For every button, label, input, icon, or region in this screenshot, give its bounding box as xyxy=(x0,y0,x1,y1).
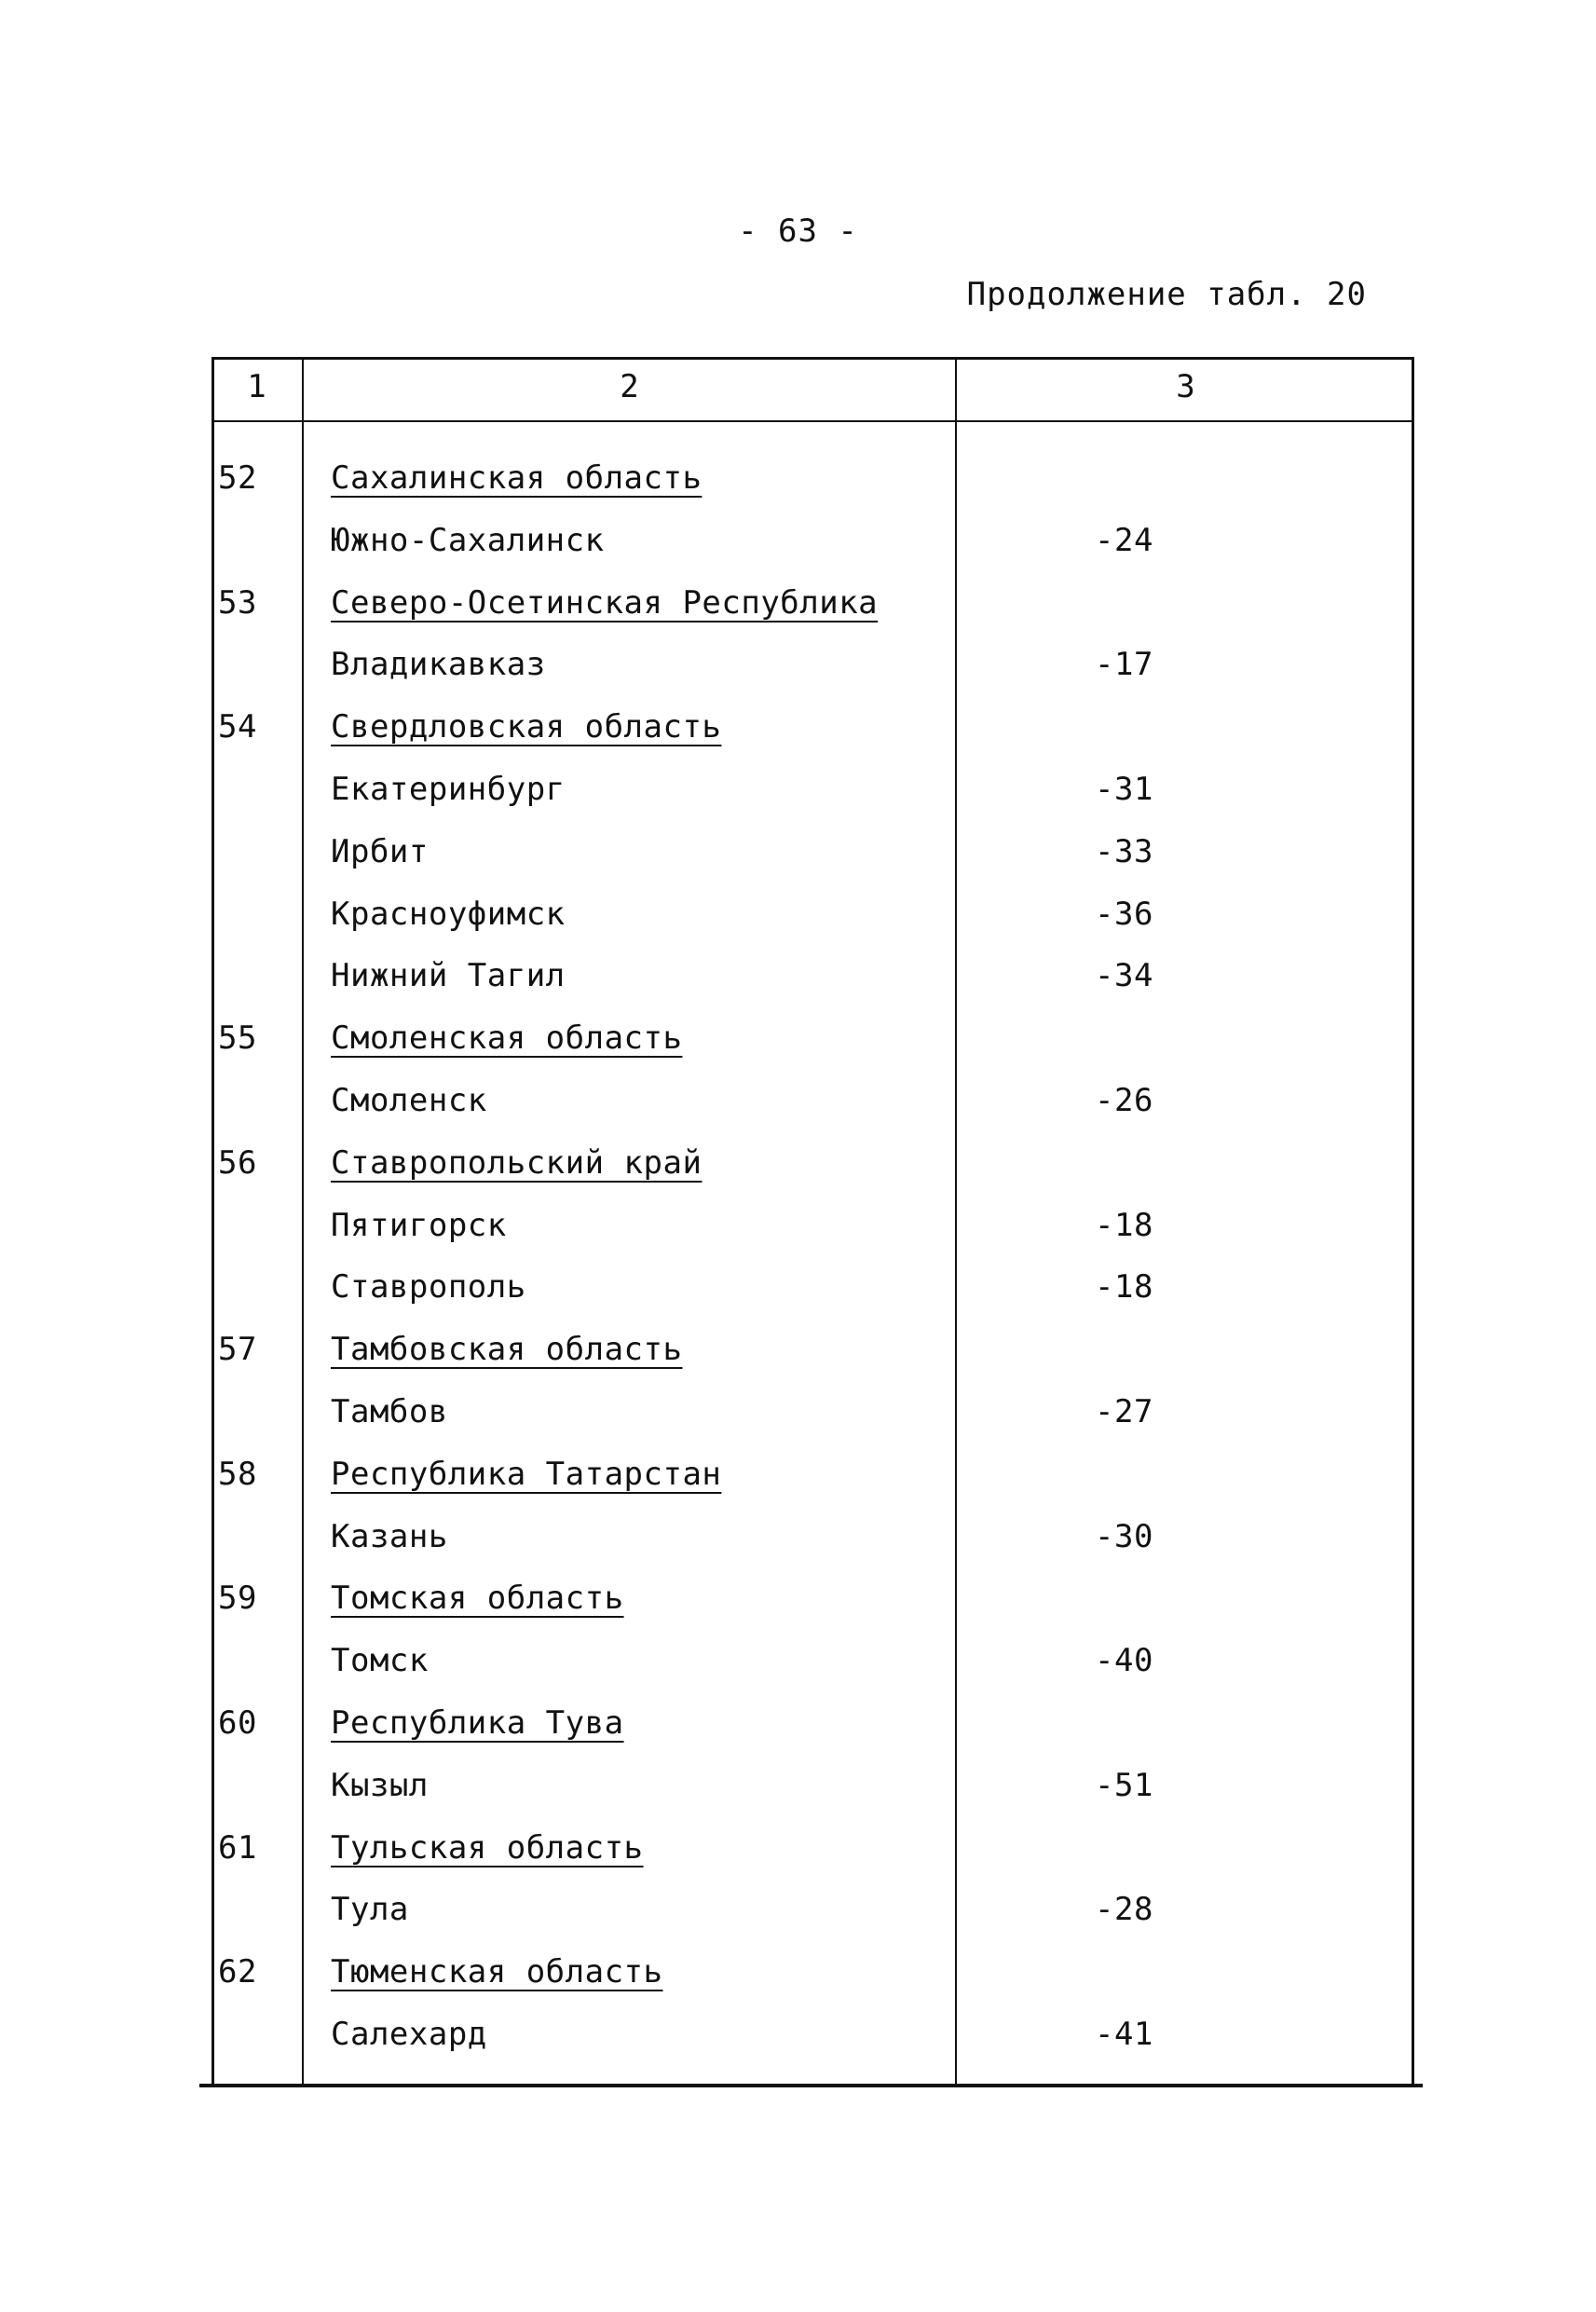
table-row xyxy=(0,1019,1596,1082)
region-name: Тульская область xyxy=(331,1828,644,1867)
table-row xyxy=(0,459,1596,522)
temperature-value: -31 xyxy=(1095,770,1153,808)
table-bottom-border xyxy=(199,2084,1423,2087)
row-number: 55 xyxy=(218,1019,257,1058)
region-name: Свердловская область xyxy=(331,708,722,746)
table-row xyxy=(0,522,1596,584)
table-row xyxy=(0,1829,1596,1892)
city-name: Красноуфимск xyxy=(331,895,566,933)
city-name: Тула xyxy=(331,1891,409,1929)
city-name: Южно-Сахалинск xyxy=(331,521,605,559)
temperature-value: -28 xyxy=(1095,1891,1153,1929)
table-row xyxy=(0,1268,1596,1331)
city-name: Ставрополь xyxy=(331,1268,526,1306)
table-row xyxy=(0,1580,1596,1642)
table-row xyxy=(0,1642,1596,1704)
table-row xyxy=(0,1891,1596,1953)
row-number: 56 xyxy=(218,1143,257,1182)
table-row xyxy=(0,1144,1596,1207)
table-row xyxy=(0,957,1596,1019)
table-row xyxy=(0,2016,1596,2078)
region-name: Ставропольский край xyxy=(331,1143,703,1182)
region-name: Сахалинская область xyxy=(331,459,703,497)
city-name: Екатеринбург xyxy=(331,770,566,808)
row-number: 60 xyxy=(218,1703,257,1742)
temperature-value: -34 xyxy=(1095,957,1153,995)
region-name: Тамбовская область xyxy=(331,1331,683,1369)
table-row xyxy=(0,646,1596,708)
region-name: Смоленская область xyxy=(331,1019,683,1058)
table-row xyxy=(0,833,1596,896)
city-name: Владикавказ xyxy=(331,646,546,684)
row-number: 61 xyxy=(218,1828,257,1867)
temperature-value: -18 xyxy=(1095,1206,1153,1244)
table-row xyxy=(0,771,1596,833)
city-name: Нижний Тагил xyxy=(331,957,566,995)
row-number: 52 xyxy=(218,459,257,497)
city-name: Смоленск xyxy=(331,1081,487,1119)
row-number: 58 xyxy=(218,1455,257,1493)
region-name: Республика Татарстан xyxy=(331,1455,722,1493)
city-name: Томск xyxy=(331,1642,429,1680)
temperature-value: -26 xyxy=(1095,1081,1153,1119)
region-name: Северо-Осетинская Республика xyxy=(331,583,879,622)
city-name: Салехард xyxy=(331,2015,487,2053)
row-number: 57 xyxy=(218,1331,257,1369)
temperature-value: -33 xyxy=(1095,832,1153,870)
row-number: 59 xyxy=(218,1580,257,1618)
temperature-value: -51 xyxy=(1095,1766,1153,1804)
row-number: 54 xyxy=(218,708,257,746)
city-name: Казань xyxy=(331,1517,448,1555)
city-name: Ирбит xyxy=(331,832,429,870)
table-row xyxy=(0,1767,1596,1829)
column-header-1: 1 xyxy=(247,368,266,405)
temperature-value: -27 xyxy=(1095,1392,1153,1430)
temperature-value: -18 xyxy=(1095,1268,1153,1306)
table-row xyxy=(0,1393,1596,1456)
temperature-value: -17 xyxy=(1095,646,1153,684)
table-row xyxy=(0,1704,1596,1767)
row-number: 62 xyxy=(218,1953,257,1991)
temperature-value: -36 xyxy=(1095,895,1153,933)
city-name: Кызыл xyxy=(331,1766,429,1804)
table-continuation-caption: Продолжение табл. 20 xyxy=(966,276,1367,313)
table-row xyxy=(0,584,1596,647)
table-row xyxy=(0,896,1596,958)
region-name: Республика Тува xyxy=(331,1703,624,1742)
table-row xyxy=(0,1207,1596,1269)
region-name: Томская область xyxy=(331,1580,624,1618)
temperature-value: -24 xyxy=(1095,521,1153,559)
table-row xyxy=(0,1331,1596,1393)
table-body xyxy=(0,459,1596,2078)
region-name: Тюменская область xyxy=(331,1953,663,1991)
page-number: - 63 - xyxy=(738,212,858,250)
row-number: 53 xyxy=(218,583,257,622)
table-row xyxy=(0,708,1596,771)
column-header-2: 2 xyxy=(620,368,639,405)
city-name: Тамбов xyxy=(331,1392,448,1430)
table-row xyxy=(0,1518,1596,1580)
city-name: Пятигорск xyxy=(331,1206,507,1244)
column-header-3: 3 xyxy=(1176,368,1195,405)
table-row xyxy=(0,1953,1596,2016)
temperature-value: -40 xyxy=(1095,1642,1153,1680)
temperature-value: -41 xyxy=(1095,2015,1153,2053)
table-row xyxy=(0,1082,1596,1144)
temperature-value: -30 xyxy=(1095,1517,1153,1555)
table-row xyxy=(0,1456,1596,1518)
